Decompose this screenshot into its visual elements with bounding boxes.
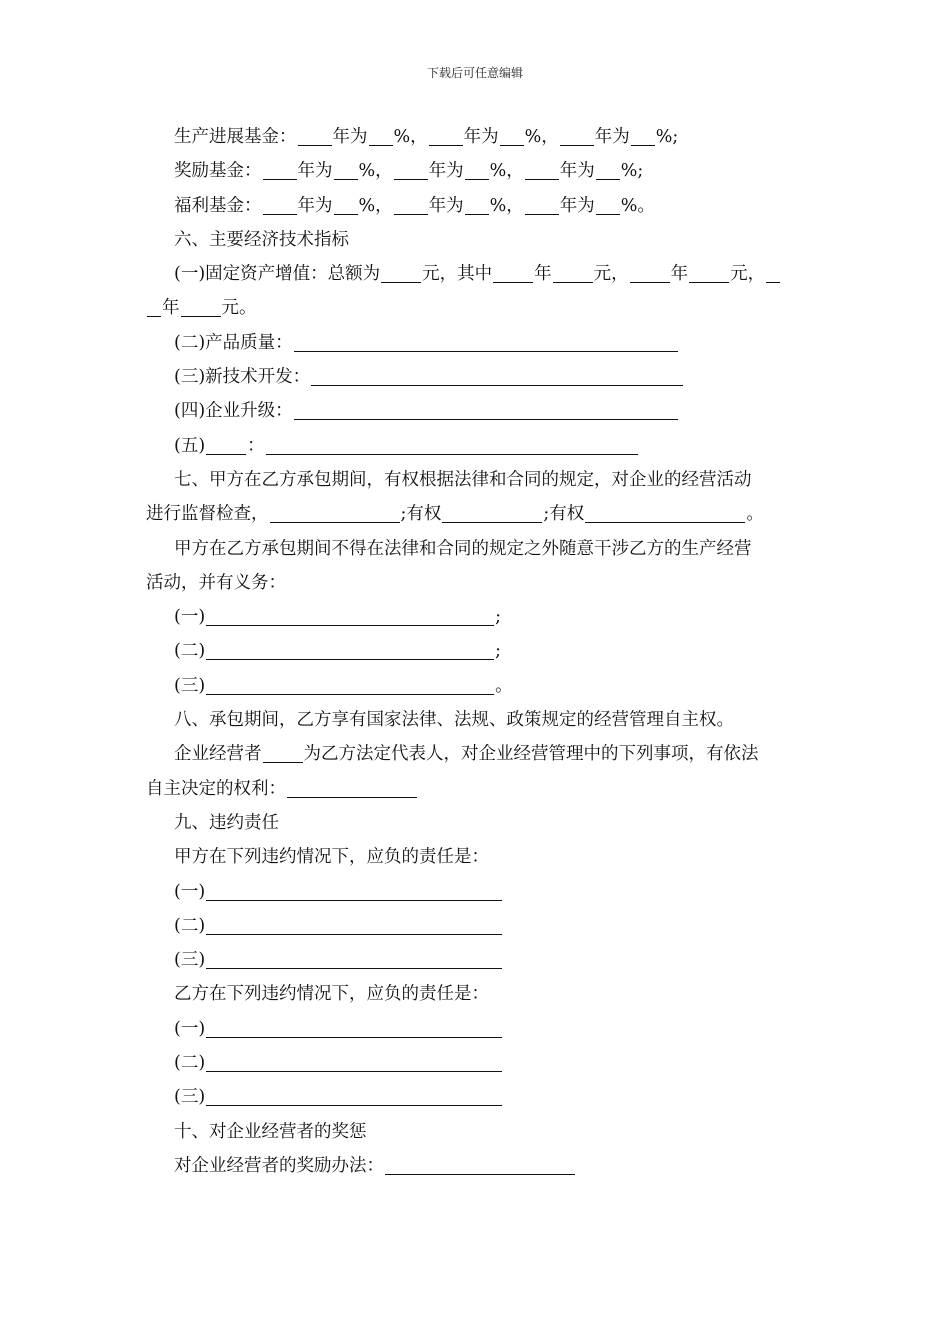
blank-field[interactable]	[596, 194, 620, 215]
text: 元。	[221, 298, 257, 319]
text: (一)固定资产增值：总额为	[174, 264, 381, 285]
text: %，	[489, 161, 524, 182]
fixed-asset-line-cont	[146, 291, 810, 325]
blank-field[interactable]	[294, 331, 678, 352]
text: (四)企业升级：	[174, 401, 293, 422]
party-a-liability: 甲方在下列违约情况下，应负的责任是：	[174, 847, 489, 868]
text: 自主决定的权利：	[146, 778, 286, 799]
blank-field[interactable]	[311, 365, 683, 386]
text: %，	[489, 195, 524, 216]
text: (一)	[174, 607, 206, 628]
blank-field[interactable]	[465, 159, 489, 180]
blank-field[interactable]	[263, 742, 303, 763]
blank-field[interactable]	[381, 262, 421, 283]
blank-field[interactable]	[465, 194, 489, 215]
page-header-note: 下载后可任意编辑	[426, 66, 523, 80]
section-6-heading: 六、主要经济技术指标	[174, 229, 349, 250]
text: 。	[495, 675, 513, 696]
text: 为乙方法定代表人，对企业经营管理中的下列事项，有依法	[303, 744, 759, 765]
fund-development-line	[146, 120, 810, 154]
inspection-line	[146, 497, 810, 531]
blank-field[interactable]	[394, 194, 428, 215]
text: 年	[162, 298, 180, 319]
fixed-asset-line	[146, 257, 810, 291]
party-a-item-2	[146, 909, 810, 943]
fund-welfare-label: 福利基金：	[174, 195, 262, 216]
text: (三)	[174, 675, 206, 696]
text: 年为	[428, 195, 464, 216]
obligation-item-1	[146, 600, 810, 634]
text: (二)产品质量：	[174, 332, 293, 353]
text: 年为	[297, 161, 333, 182]
blank-field[interactable]	[525, 194, 559, 215]
text: 年	[670, 264, 689, 285]
text: ;	[495, 641, 502, 662]
text: 年为	[559, 161, 595, 182]
text: ;有权	[543, 504, 585, 525]
obligation-item-3	[146, 669, 810, 703]
blank-field[interactable]	[553, 262, 593, 283]
blank-field[interactable]	[766, 262, 780, 283]
blank-field[interactable]	[560, 125, 594, 146]
blank-field[interactable]	[206, 434, 246, 455]
blank-field[interactable]	[631, 125, 655, 146]
blank-field[interactable]	[206, 1085, 502, 1106]
blank-field[interactable]	[334, 159, 358, 180]
obligation-paragraph: 甲方在乙方承包期间不得在法律和合同的规定之外随意干涉乙方的生产经营	[174, 538, 752, 559]
party-b-liability: 乙方在下列违约情况下，应负的责任是：	[174, 984, 489, 1005]
party-a-item-1	[146, 875, 810, 909]
text: (五)	[174, 435, 206, 456]
obligation-paragraph-cont: 活动，并有义务：	[146, 572, 286, 593]
blank-field[interactable]	[206, 1051, 502, 1072]
text: 企业经营者	[174, 744, 262, 765]
blank-field[interactable]	[596, 159, 620, 180]
text: 。	[746, 504, 764, 525]
blank-field[interactable]	[298, 125, 332, 146]
blank-field[interactable]	[429, 125, 463, 146]
text: %。	[620, 195, 655, 216]
text: ;	[495, 607, 502, 628]
blank-field[interactable]	[263, 194, 297, 215]
fund-development-label: 生产进展基金：	[174, 127, 297, 147]
blank-field[interactable]	[263, 159, 297, 180]
party-b-item-3	[146, 1080, 810, 1114]
section-9-heading: 九、违约责任	[174, 812, 279, 833]
text: (一)	[174, 1018, 206, 1039]
text: 年为	[428, 161, 464, 182]
party-b-item-1	[146, 1012, 810, 1046]
text: %，	[393, 127, 428, 147]
blank-field[interactable]	[147, 296, 161, 317]
text: 年为	[332, 127, 368, 147]
blank-field[interactable]	[294, 399, 678, 420]
upgrade-line	[146, 394, 810, 428]
text: 对企业经营者的奖励办法：	[174, 1155, 384, 1176]
new-tech-line	[146, 360, 810, 394]
party-b-item-2	[146, 1046, 810, 1080]
text: %，	[524, 127, 559, 147]
reward-method-line	[146, 1149, 810, 1183]
text: ;有权	[400, 504, 442, 525]
product-quality-line	[146, 326, 810, 360]
blank-field[interactable]	[206, 914, 502, 935]
text: 进行监督检查，	[146, 504, 269, 525]
text: %;	[655, 127, 679, 147]
text: 年	[534, 264, 552, 285]
text: (二)	[174, 1053, 206, 1074]
blank-field[interactable]	[206, 674, 494, 695]
blank-field[interactable]	[630, 262, 670, 283]
text: 元，其中	[422, 264, 493, 285]
section-10-heading: 十、对企业经营者的奖惩	[174, 1121, 367, 1142]
legal-rep-line	[146, 737, 810, 771]
blank-field[interactable]	[369, 125, 393, 146]
blank-field[interactable]	[206, 639, 494, 660]
text: %，	[358, 195, 393, 216]
fund-welfare-line	[146, 189, 810, 223]
blank-field[interactable]	[585, 502, 745, 523]
obligation-item-2	[146, 634, 810, 668]
text: %;	[620, 161, 644, 182]
section-8-heading: 八、承包期间，乙方享有国家法律、法规、政策规定的经营管理自主权。	[174, 710, 734, 731]
blank-field[interactable]	[206, 605, 494, 626]
fund-reward-line	[146, 154, 810, 188]
blank-field[interactable]	[206, 1017, 502, 1038]
blank-field[interactable]	[493, 262, 533, 283]
text: (三)	[174, 1087, 206, 1108]
document-body	[146, 120, 810, 1183]
blank-field[interactable]	[689, 262, 729, 283]
blank-field[interactable]	[206, 948, 502, 969]
text: 年为	[594, 127, 630, 147]
blank-field[interactable]	[206, 880, 502, 901]
text: (一)	[174, 881, 206, 902]
text: 年为	[559, 195, 595, 216]
text: 年为	[297, 195, 333, 216]
text: 元，	[730, 264, 766, 285]
text: (三)	[174, 950, 206, 971]
text: 年为	[463, 127, 499, 147]
text: (三)新技术开发：	[174, 367, 311, 388]
blank-field[interactable]	[181, 296, 221, 317]
text: 元，	[593, 264, 629, 285]
text: %，	[358, 161, 393, 182]
blank-field[interactable]	[500, 125, 524, 146]
blank-field[interactable]	[270, 502, 400, 523]
blank-field[interactable]	[394, 159, 428, 180]
fund-reward-label: 奖励基金：	[174, 161, 262, 182]
text: (二)	[174, 915, 206, 936]
blank-field[interactable]	[442, 502, 542, 523]
party-a-item-3	[146, 943, 810, 977]
text: (二)	[174, 641, 206, 662]
blank-field[interactable]	[525, 159, 559, 180]
text: ：	[247, 435, 265, 456]
item-5-line	[146, 429, 810, 463]
blank-field[interactable]	[266, 434, 638, 455]
blank-field[interactable]	[287, 777, 417, 798]
blank-field[interactable]	[334, 194, 358, 215]
legal-rep-line-cont	[146, 772, 810, 806]
blank-field[interactable]	[385, 1154, 575, 1175]
section-7-heading: 七、甲方在乙方承包期间，有权根据法律和合同的规定，对企业的经营活动	[174, 469, 752, 490]
